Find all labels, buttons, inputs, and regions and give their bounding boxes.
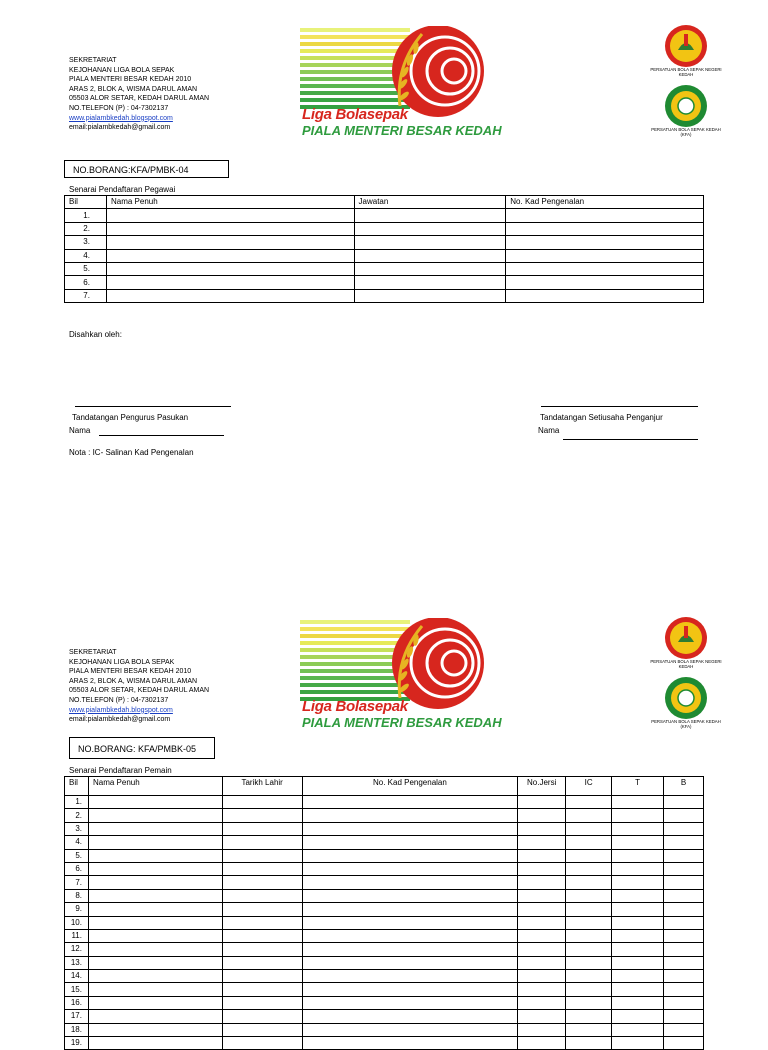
table-cell[interactable] bbox=[222, 956, 302, 969]
table-cell[interactable] bbox=[106, 249, 354, 262]
table-cell[interactable] bbox=[518, 822, 566, 835]
table-cell[interactable] bbox=[664, 956, 704, 969]
kfa-crest-icon bbox=[664, 676, 708, 720]
table-cell[interactable] bbox=[518, 996, 566, 1009]
column-header: T bbox=[612, 777, 664, 796]
table-cell[interactable] bbox=[612, 796, 664, 809]
table-row bbox=[65, 996, 704, 1009]
crest-caption: PERSATUAN BOLA SEPAK NEGERI KEDAH bbox=[650, 67, 722, 77]
row-number: 5. bbox=[65, 849, 89, 862]
row-number: 6. bbox=[65, 862, 89, 875]
table-cell[interactable] bbox=[612, 983, 664, 996]
column-header: No. Kad Pengenalan bbox=[302, 777, 518, 796]
address-block-2 bbox=[69, 648, 209, 725]
table-cell[interactable] bbox=[518, 862, 566, 875]
table-cell[interactable] bbox=[518, 836, 566, 849]
table-cell[interactable] bbox=[566, 862, 612, 875]
table-cell[interactable] bbox=[664, 996, 704, 1009]
table-cell[interactable] bbox=[222, 983, 302, 996]
table-cell[interactable] bbox=[566, 943, 612, 956]
table-cell[interactable] bbox=[302, 916, 518, 929]
column-header: Bil bbox=[65, 196, 107, 209]
table-cell[interactable] bbox=[106, 289, 354, 302]
table-cell[interactable] bbox=[506, 222, 704, 235]
table-cell[interactable] bbox=[566, 876, 612, 889]
row-number: 4. bbox=[65, 249, 107, 262]
table-cell[interactable] bbox=[566, 956, 612, 969]
approved-by-label: Disahkan oleh: bbox=[69, 330, 122, 339]
table-cell[interactable] bbox=[664, 983, 704, 996]
table-cell[interactable] bbox=[222, 809, 302, 822]
table-cell[interactable] bbox=[222, 822, 302, 835]
table-cell[interactable] bbox=[612, 929, 664, 942]
table-cell[interactable] bbox=[612, 809, 664, 822]
column-header: Tarikh Lahir bbox=[222, 777, 302, 796]
table-cell[interactable] bbox=[88, 889, 222, 902]
table-cell[interactable] bbox=[222, 1023, 302, 1036]
table-header-row bbox=[65, 196, 704, 209]
table-cell[interactable] bbox=[222, 996, 302, 1009]
table-row bbox=[65, 236, 704, 249]
table-cell[interactable] bbox=[106, 209, 354, 222]
officials-table bbox=[64, 195, 704, 303]
column-header: Bil bbox=[65, 777, 89, 796]
table-row bbox=[65, 943, 704, 956]
table-cell[interactable] bbox=[518, 809, 566, 822]
table-cell[interactable] bbox=[222, 970, 302, 983]
table-cell[interactable] bbox=[302, 836, 518, 849]
table-row bbox=[65, 822, 704, 835]
table-cell[interactable] bbox=[302, 996, 518, 1009]
table-cell[interactable] bbox=[612, 1023, 664, 1036]
table-cell[interactable] bbox=[88, 862, 222, 875]
table-cell[interactable] bbox=[302, 862, 518, 875]
table-cell[interactable] bbox=[664, 862, 704, 875]
table-cell[interactable] bbox=[88, 1023, 222, 1036]
table-cell[interactable] bbox=[664, 1023, 704, 1036]
table-cell[interactable] bbox=[664, 916, 704, 929]
table-row bbox=[65, 862, 704, 875]
table-row bbox=[65, 956, 704, 969]
row-number: 19. bbox=[65, 1037, 89, 1050]
website-link[interactable]: www.pialambkedah.blogspot.com bbox=[69, 114, 173, 122]
table-row bbox=[65, 916, 704, 929]
table-cell[interactable] bbox=[664, 876, 704, 889]
table-cell[interactable] bbox=[106, 276, 354, 289]
email-text: email:pialambkedah@gmail.com bbox=[69, 716, 171, 724]
table-cell[interactable] bbox=[88, 836, 222, 849]
table-cell[interactable] bbox=[222, 836, 302, 849]
table-cell[interactable] bbox=[354, 276, 506, 289]
table-cell[interactable] bbox=[566, 796, 612, 809]
table-cell[interactable] bbox=[222, 916, 302, 929]
table-cell[interactable] bbox=[566, 970, 612, 983]
table-cell[interactable] bbox=[664, 970, 704, 983]
table-cell[interactable] bbox=[302, 929, 518, 942]
table-cell[interactable] bbox=[566, 929, 612, 942]
table-header-row bbox=[65, 777, 704, 796]
table-cell[interactable] bbox=[354, 222, 506, 235]
table-cell[interactable] bbox=[664, 903, 704, 916]
table-cell[interactable] bbox=[612, 862, 664, 875]
table-cell[interactable] bbox=[664, 836, 704, 849]
row-number: 2. bbox=[65, 222, 107, 235]
table-cell[interactable] bbox=[302, 943, 518, 956]
table-cell[interactable] bbox=[612, 903, 664, 916]
table-cell[interactable] bbox=[88, 1010, 222, 1023]
row-number: 18. bbox=[65, 1023, 89, 1036]
row-number: 3. bbox=[65, 236, 107, 249]
logo-text-1: Liga Bolasepak bbox=[302, 106, 408, 123]
crest-caption: PERSATUAN BOLA SEPAK KEDAH (KFA) bbox=[651, 719, 721, 729]
table-row bbox=[65, 289, 704, 302]
table-cell[interactable] bbox=[664, 1010, 704, 1023]
table-cell[interactable] bbox=[506, 236, 704, 249]
column-header: Nama Penuh bbox=[106, 196, 354, 209]
crest-caption: PERSATUAN BOLA SEPAK KEDAH (KFA) bbox=[651, 127, 721, 137]
table-cell[interactable] bbox=[566, 889, 612, 902]
table-cell[interactable] bbox=[302, 809, 518, 822]
address-line: NO.TELEFON (P) : 04-7302137 bbox=[69, 104, 169, 112]
row-number: 4. bbox=[65, 836, 89, 849]
table-cell[interactable] bbox=[88, 876, 222, 889]
table-cell[interactable] bbox=[354, 236, 506, 249]
form-number: NO.BORANG:KFA/PMBK-04 bbox=[73, 165, 189, 175]
signature-line-left bbox=[75, 406, 231, 407]
table-cell[interactable] bbox=[612, 956, 664, 969]
table-cell[interactable] bbox=[302, 822, 518, 835]
table-cell[interactable] bbox=[222, 862, 302, 875]
table-row bbox=[65, 876, 704, 889]
table-cell[interactable] bbox=[566, 1023, 612, 1036]
row-number: 6. bbox=[65, 276, 107, 289]
table-cell[interactable] bbox=[612, 889, 664, 902]
row-number: 11. bbox=[65, 929, 89, 942]
row-number: 14. bbox=[65, 970, 89, 983]
table-cell[interactable] bbox=[664, 1037, 704, 1050]
table-row bbox=[65, 209, 704, 222]
website-link[interactable]: www.pialambkedah.blogspot.com bbox=[69, 706, 173, 714]
table-cell[interactable] bbox=[518, 943, 566, 956]
table-cell[interactable] bbox=[222, 849, 302, 862]
table-cell[interactable] bbox=[518, 889, 566, 902]
table-cell[interactable] bbox=[302, 1037, 518, 1050]
table-cell[interactable] bbox=[518, 903, 566, 916]
name-line-left bbox=[99, 435, 224, 436]
table-cell[interactable] bbox=[88, 996, 222, 1009]
table-cell[interactable] bbox=[566, 809, 612, 822]
row-number: 3. bbox=[65, 822, 89, 835]
row-number: 7. bbox=[65, 289, 107, 302]
table-cell[interactable] bbox=[518, 929, 566, 942]
table-cell[interactable] bbox=[222, 929, 302, 942]
table-cell[interactable] bbox=[518, 796, 566, 809]
row-number: 9. bbox=[65, 903, 89, 916]
table-cell[interactable] bbox=[664, 796, 704, 809]
address-line: ARAS 2, BLOK A, WISMA DARUL AMAN bbox=[69, 85, 198, 93]
table-cell[interactable] bbox=[612, 836, 664, 849]
name-label-left: Nama bbox=[69, 426, 91, 435]
table-cell[interactable] bbox=[612, 1037, 664, 1050]
table-cell[interactable] bbox=[518, 916, 566, 929]
row-number: 12. bbox=[65, 943, 89, 956]
table-row bbox=[65, 970, 704, 983]
table-cell[interactable] bbox=[106, 262, 354, 275]
logo-text-2: PIALA MENTERI BESAR KEDAH bbox=[302, 715, 502, 730]
address-line: NO.TELEFON (P) : 04-7302137 bbox=[69, 696, 169, 704]
table-cell[interactable] bbox=[302, 970, 518, 983]
table-row bbox=[65, 222, 704, 235]
table-row bbox=[65, 849, 704, 862]
table-cell[interactable] bbox=[222, 943, 302, 956]
row-number: 10. bbox=[65, 916, 89, 929]
row-number: 2. bbox=[65, 809, 89, 822]
table-cell[interactable] bbox=[664, 822, 704, 835]
table-cell[interactable] bbox=[612, 876, 664, 889]
table-cell[interactable] bbox=[302, 876, 518, 889]
table-row bbox=[65, 262, 704, 275]
table-cell[interactable] bbox=[106, 222, 354, 235]
table-cell[interactable] bbox=[88, 796, 222, 809]
table-cell[interactable] bbox=[302, 849, 518, 862]
table-cell[interactable] bbox=[518, 849, 566, 862]
table-cell[interactable] bbox=[302, 903, 518, 916]
address-line: KEJOHANAN LIGA BOLA SEPAK bbox=[69, 658, 175, 666]
table-cell[interactable] bbox=[566, 849, 612, 862]
kfa-crest-icon bbox=[664, 84, 708, 128]
column-header: IC bbox=[566, 777, 612, 796]
table-cell[interactable] bbox=[518, 1010, 566, 1023]
table-cell[interactable] bbox=[302, 1023, 518, 1036]
table-row bbox=[65, 1037, 704, 1050]
table-cell[interactable] bbox=[566, 822, 612, 835]
column-header: Jawatan bbox=[354, 196, 506, 209]
table-cell[interactable] bbox=[302, 983, 518, 996]
table-cell[interactable] bbox=[222, 876, 302, 889]
table-cell[interactable] bbox=[566, 836, 612, 849]
table-cell[interactable] bbox=[566, 996, 612, 1009]
table-cell[interactable] bbox=[88, 970, 222, 983]
table-cell[interactable] bbox=[222, 796, 302, 809]
signature-label-left: Tandatangan Pengurus Pasukan bbox=[72, 413, 189, 422]
row-number: 8. bbox=[65, 889, 89, 902]
row-number: 15. bbox=[65, 983, 89, 996]
table-row bbox=[65, 929, 704, 942]
table-cell[interactable] bbox=[612, 970, 664, 983]
table-caption: Senarai Pendaftaran Pegawai bbox=[69, 185, 176, 194]
table-cell[interactable] bbox=[88, 903, 222, 916]
tournament-logo bbox=[300, 618, 500, 730]
column-header: Nama Penuh bbox=[88, 777, 222, 796]
table-cell[interactable] bbox=[88, 849, 222, 862]
form-number-box bbox=[64, 160, 229, 178]
column-header: No. Kad Pengenalan bbox=[506, 196, 704, 209]
table-cell[interactable] bbox=[506, 289, 704, 302]
signature-line-right bbox=[541, 406, 698, 407]
table-cell[interactable] bbox=[222, 889, 302, 902]
address-line: 05503 ALOR SETAR, KEDAH DARUL AMAN bbox=[69, 687, 210, 695]
table-cell[interactable] bbox=[88, 943, 222, 956]
table-cell[interactable] bbox=[222, 1037, 302, 1050]
table-cell[interactable] bbox=[664, 943, 704, 956]
table-cell[interactable] bbox=[88, 929, 222, 942]
table-cell[interactable] bbox=[302, 956, 518, 969]
table-cell[interactable] bbox=[354, 249, 506, 262]
table-cell[interactable] bbox=[518, 956, 566, 969]
form-number-box bbox=[69, 737, 215, 759]
column-header: B bbox=[664, 777, 704, 796]
table-cell[interactable] bbox=[88, 809, 222, 822]
table-cell[interactable] bbox=[664, 849, 704, 862]
table-row bbox=[65, 983, 704, 996]
table-cell[interactable] bbox=[612, 1010, 664, 1023]
table-cell[interactable] bbox=[566, 1010, 612, 1023]
table-row bbox=[65, 836, 704, 849]
form-number: NO.BORANG: KFA/PMBK-05 bbox=[78, 744, 197, 754]
table-row bbox=[65, 889, 704, 902]
table-cell[interactable] bbox=[88, 1037, 222, 1050]
table-cell[interactable] bbox=[222, 1010, 302, 1023]
table-cell[interactable] bbox=[566, 983, 612, 996]
players-table bbox=[64, 776, 704, 1050]
table-cell[interactable] bbox=[566, 916, 612, 929]
table-row bbox=[65, 1010, 704, 1023]
table-cell[interactable] bbox=[612, 822, 664, 835]
table-cell[interactable] bbox=[566, 903, 612, 916]
table-cell[interactable] bbox=[506, 276, 704, 289]
note-text: Nota : IC- Salinan Kad Pengenalan bbox=[69, 448, 194, 457]
row-number: 1. bbox=[65, 209, 107, 222]
table-cell[interactable] bbox=[518, 983, 566, 996]
table-cell[interactable] bbox=[222, 903, 302, 916]
name-line-right bbox=[563, 439, 698, 440]
row-number: 17. bbox=[65, 1010, 89, 1023]
table-row bbox=[65, 249, 704, 262]
table-cell[interactable] bbox=[518, 970, 566, 983]
email-text: email:pialambkedah@gmail.com bbox=[69, 124, 171, 132]
table-row bbox=[65, 809, 704, 822]
table-cell[interactable] bbox=[88, 916, 222, 929]
address-line: 05503 ALOR SETAR, KEDAH DARUL AMAN bbox=[69, 95, 210, 103]
table-cell[interactable] bbox=[518, 1023, 566, 1036]
table-cell[interactable] bbox=[566, 1037, 612, 1050]
row-number: 1. bbox=[65, 796, 89, 809]
address-line: PIALA MENTERI BESAR KEDAH 2010 bbox=[69, 668, 192, 676]
tournament-logo bbox=[300, 26, 500, 138]
table-cell[interactable] bbox=[302, 889, 518, 902]
table-cell[interactable] bbox=[88, 983, 222, 996]
row-number: 13. bbox=[65, 956, 89, 969]
table-cell[interactable] bbox=[612, 996, 664, 1009]
table-cell[interactable] bbox=[612, 943, 664, 956]
table-cell[interactable] bbox=[354, 262, 506, 275]
table-cell[interactable] bbox=[506, 209, 704, 222]
table-cell[interactable] bbox=[664, 889, 704, 902]
table-caption: Senarai Pendaftaran Pemain bbox=[69, 766, 172, 775]
table-cell[interactable] bbox=[518, 876, 566, 889]
kedah-crest-icon bbox=[664, 616, 708, 660]
table-cell[interactable] bbox=[302, 1010, 518, 1023]
table-cell[interactable] bbox=[506, 262, 704, 275]
row-number: 7. bbox=[65, 876, 89, 889]
table-cell[interactable] bbox=[612, 916, 664, 929]
address-line: PIALA MENTERI BESAR KEDAH 2010 bbox=[69, 76, 192, 84]
signature-label-right: Tandatangan Setiusaha Penganjur bbox=[540, 413, 663, 422]
table-row bbox=[65, 796, 704, 809]
crest-caption: PERSATUAN BOLA SEPAK NEGERI KEDAH bbox=[650, 659, 722, 669]
logo-text-2: PIALA MENTERI BESAR KEDAH bbox=[302, 123, 502, 138]
table-cell[interactable] bbox=[88, 956, 222, 969]
address-line: KEJOHANAN LIGA BOLA SEPAK bbox=[69, 66, 175, 74]
table-cell[interactable] bbox=[612, 849, 664, 862]
table-cell[interactable] bbox=[354, 289, 506, 302]
column-header: No.Jersi bbox=[518, 777, 566, 796]
address-line: ARAS 2, BLOK A, WISMA DARUL AMAN bbox=[69, 677, 198, 685]
table-cell[interactable] bbox=[518, 1037, 566, 1050]
name-label-right: Nama bbox=[538, 426, 560, 435]
row-number: 16. bbox=[65, 996, 89, 1009]
table-cell[interactable] bbox=[664, 809, 704, 822]
kedah-crest-icon bbox=[664, 24, 708, 68]
table-cell[interactable] bbox=[106, 236, 354, 249]
address-line: SEKRETARIAT bbox=[69, 649, 117, 656]
table-cell[interactable] bbox=[302, 796, 518, 809]
table-cell[interactable] bbox=[88, 822, 222, 835]
address-block-1 bbox=[69, 56, 209, 133]
logo-text-1: Liga Bolasepak bbox=[302, 698, 408, 715]
table-row bbox=[65, 1023, 704, 1036]
address-line: SEKRETARIAT bbox=[69, 57, 117, 64]
table-row bbox=[65, 903, 704, 916]
row-number: 5. bbox=[65, 262, 107, 275]
table-cell[interactable] bbox=[664, 929, 704, 942]
table-cell[interactable] bbox=[354, 209, 506, 222]
table-cell[interactable] bbox=[506, 249, 704, 262]
table-row bbox=[65, 276, 704, 289]
